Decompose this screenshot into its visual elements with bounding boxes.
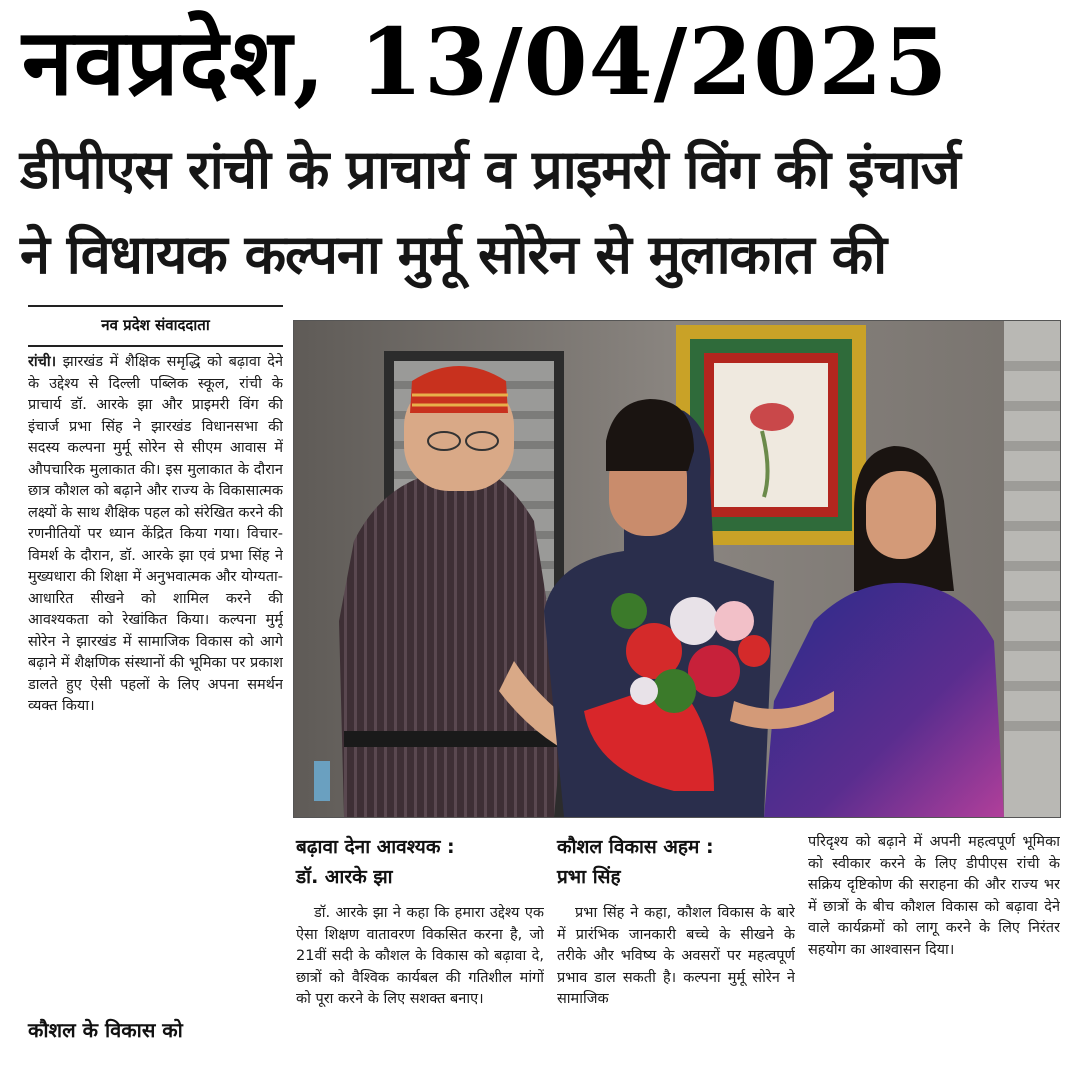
headline-line-2: ने विधायक कल्पना मुर्मू सोरेन से मुलाकात की bbox=[20, 223, 887, 286]
column-3-subhead-line-2: प्रभा सिंह bbox=[557, 866, 621, 888]
article-body-1: झारखंड में शैक्षिक समृद्धि को बढ़ावा देने के उद्देश्य से दिल्ली पब्लिक स्कूल, रांची के प्राचार्य डॉ. आरके झा और प्राइमरी विंग की इंचार्ज प्रभा सिंह ने झारखंड विधानसभा की सदस्य कल्पना मुर्मू सोरेन से सीएम आवास में औपचारिक मुलाकात की। इस मुलाकात के दौरान छात्र कौशल को बढ़ाने और राज्य के विकासात्मक लक्ष्यों के साथ शैक्षिक पहल को संरेखित करने की रणनीतियों पर ध्यान केंद्रित किया गया। विचार-विमर्श के दौरान, डॉ. आरके झा एवं प्रभा सिंह ने मुख्यधारा की शिक्षा में अनुभवात्मक और योग्यता-आधारित सीखने को शामिल करने की आवश्यकता को रेखांकित किया। कल्पना मुर्मू सोरेन ने झारखंड में सामाजिक विकास को आगे बढ़ाने में शैक्षणिक संस्थानों की भूमिका पर प्रकाश डालते हुए ऐसी पहलों के लिए अपना समर्थन व्यक्त किया। bbox=[28, 354, 283, 714]
column-2-subhead-line-2: डॉ. आरके झा bbox=[296, 866, 393, 888]
article-column-2: डॉ. आरके झा ने कहा कि हमारा उद्देश्य एक ऐसा शिक्षण वातावरण विकसित करना है, जो 21वीं सदी के कौशल के विकास को बढ़ावा दे, छात्रों को वैश्विक कार्यबल की गतिशील मांगों को पूरा करने के लिए सशक्त बनाए। bbox=[296, 905, 544, 1007]
column-2-subhead-line-1: बढ़ावा देना आवश्यक : bbox=[296, 836, 455, 858]
column-3-subhead-line-1: कौशल विकास अहम : bbox=[557, 836, 714, 858]
dateline: रांची। bbox=[28, 354, 57, 370]
column-2-subhead bbox=[296, 832, 546, 898]
column-1-subhead: कौशल के विकास को bbox=[28, 1018, 183, 1042]
masthead-title: नवप्रदेश, 13/04/2025 bbox=[22, 8, 949, 116]
article-column-4: परिदृश्य को बढ़ाने में अपनी महत्वपूर्ण भूमिका को स्वीकार करने के लिए डीपीएस रांची के सक्रिय दृष्टिकोण की सराहना की और राज्य भर में छात्रों के बीच कौशल विकास को बढ़ावा देने वाले कार्यक्रमों को लागू करने के लिए निरंतर सहयोग का आश्वासन दिया। bbox=[808, 834, 1060, 958]
photo-illustration bbox=[294, 321, 1060, 817]
article-column-3: प्रभा सिंह ने कहा, कौशल विकास के बारे में प्रारंभिक जानकारी बच्चे के सीखने के तरीके और भविष्य के अवसरों पर महत्वपूर्ण प्रभाव डाल सकती है। कल्पना मुर्मू सोरेन ने सामाजिक bbox=[557, 905, 795, 1007]
news-photo bbox=[293, 320, 1061, 818]
headline-line-1: डीपीएस रांची के प्राचार्य व प्राइमरी विंग की इंचार्ज bbox=[20, 138, 960, 201]
byline: नव प्रदेश संवाददाता bbox=[28, 305, 283, 347]
article-column-1 bbox=[28, 352, 283, 1002]
column-3-subhead bbox=[557, 832, 797, 898]
